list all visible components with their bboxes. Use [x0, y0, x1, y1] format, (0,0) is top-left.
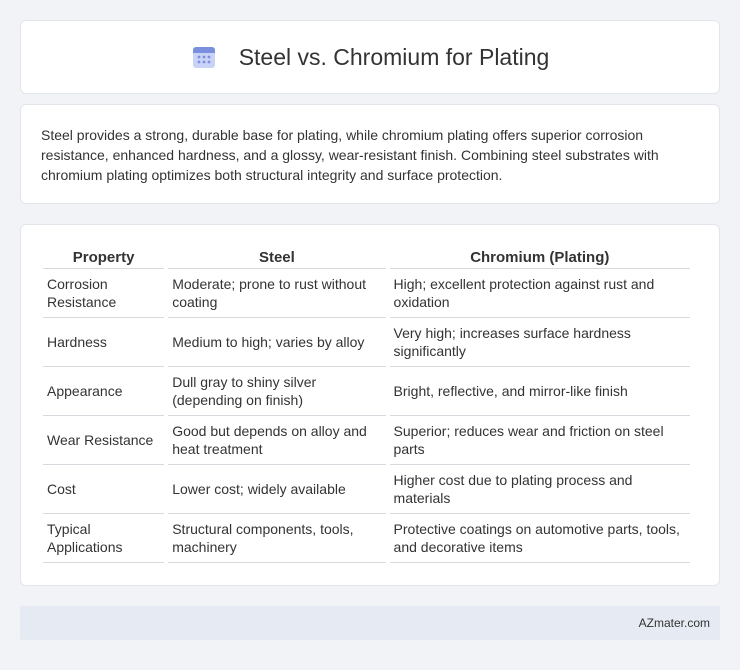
header-property: Property [43, 245, 164, 269]
intro-card [20, 104, 720, 204]
cell-steel: Good but depends on alloy and heat treatment [168, 416, 385, 465]
intro-paragraph: Steel provides a strong, durable base for plating, while chromium plating offers superior corrosion resistance, enhanced hardness, and a glossy, wear-resistant finish. Combining steel substrates with chromium plating optimizes both structural integrity and surface protection. [41, 127, 659, 183]
cell-property: Corrosion Resistance [43, 269, 164, 318]
comparison-table-card [20, 224, 720, 586]
cell-steel: Lower cost; widely available [168, 465, 385, 514]
cell-steel: Medium to high; varies by alloy [168, 318, 385, 367]
table-row [43, 465, 690, 514]
footer-site-link[interactable]: AZmater.com [638, 616, 710, 630]
cell-property: Hardness [43, 318, 164, 367]
table-header-row [43, 245, 690, 269]
cell-property: Appearance [43, 367, 164, 416]
header-steel: Steel [168, 245, 385, 269]
cell-steel: Structural components, tools, machinery [168, 514, 385, 563]
table-row [43, 416, 690, 465]
calendar-grid-icon [191, 44, 217, 70]
cell-chromium: High; excellent protection against rust and oxidation [390, 269, 690, 318]
cell-chromium: Protective coatings on automotive parts, tools, and decorative items [390, 514, 690, 563]
cell-chromium: Superior; reduces wear and friction on steel parts [390, 416, 690, 465]
cell-steel: Moderate; prone to rust without coating [168, 269, 385, 318]
footer [20, 606, 720, 640]
cell-chromium: Higher cost due to plating process and materials [390, 465, 690, 514]
cell-property: Cost [43, 465, 164, 514]
table-row [43, 318, 690, 367]
cell-chromium: Bright, reflective, and mirror-like finish [390, 367, 690, 416]
table-row [43, 514, 690, 563]
page-title: Steel vs. Chromium for Plating [238, 43, 550, 70]
table-row [43, 367, 690, 416]
cell-chromium: Very high; increases surface hardness significantly [390, 318, 690, 367]
table-row [43, 269, 690, 318]
cell-property: Typical Applications [43, 514, 164, 563]
cell-steel: Dull gray to shiny silver (depending on finish) [168, 367, 385, 416]
comparison-table [39, 245, 694, 563]
header-chromium: Chromium (Plating) [390, 245, 690, 269]
title-card [20, 20, 720, 94]
cell-property: Wear Resistance [43, 416, 164, 465]
